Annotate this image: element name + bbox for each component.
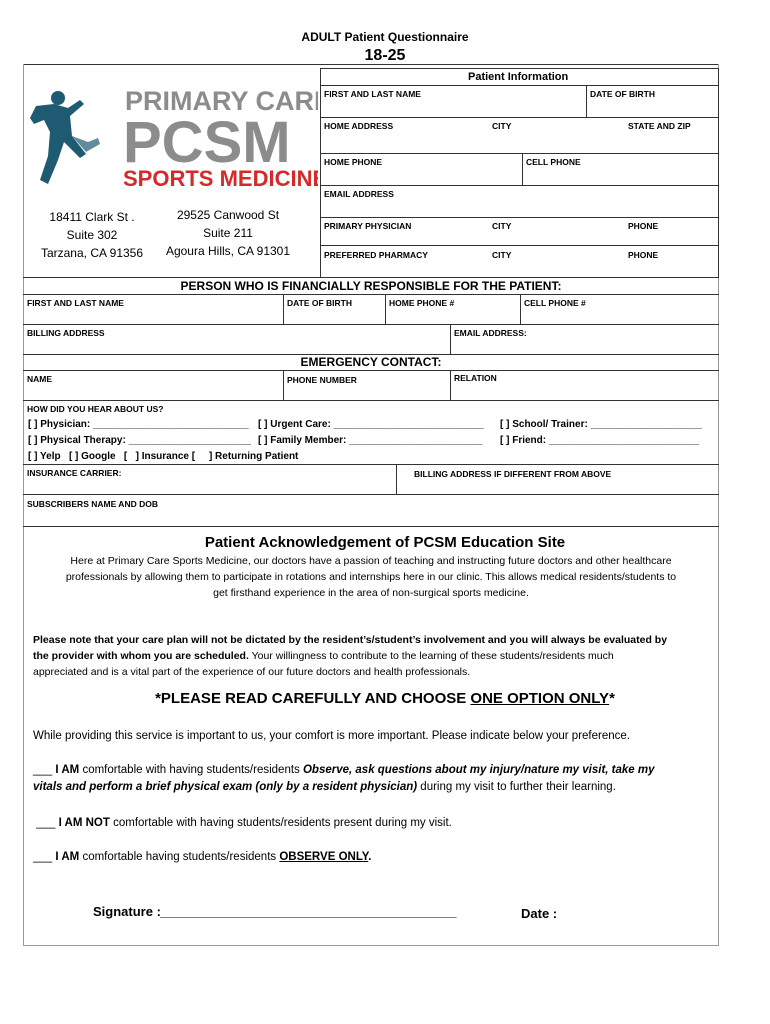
option-not-comfortable[interactable] [33, 815, 452, 832]
divider [586, 85, 587, 117]
divider [23, 400, 719, 401]
city-label: CITY [492, 121, 512, 131]
urgent-care-checkbox[interactable]: [ ] Urgent Care: ___________________________ [258, 419, 484, 430]
friend-checkbox[interactable]: [ ] Friend: ___________________________ [500, 435, 700, 446]
referral-question: HOW DID YOU HEAR ABOUT US? [27, 404, 164, 414]
family-member-checkbox[interactable]: [ ] Family Member: ________________________ [258, 435, 483, 446]
location-suite: Suite 302 [66, 228, 118, 242]
option-text: comfortable with having students/residents present during my visit. [109, 817, 452, 829]
school-trainer-checkbox[interactable]: [ ] School/ Trainer: ____________________ [500, 419, 702, 430]
option-text: during my visit to further their learning. [417, 781, 616, 793]
pharmacy-city-label: CITY [492, 250, 512, 260]
option-end: . [368, 851, 372, 863]
financial-heading: PERSON WHO IS FINANCIALLY RESPONSIBLE FOR THE PATIENT: [180, 279, 562, 293]
financial-home-phone-label: HOME PHONE # [389, 298, 455, 308]
divider [283, 370, 284, 400]
note-line: appreciated and is a vital part of the experience of our future doctors and health professionals. [33, 666, 471, 678]
divider [23, 526, 719, 527]
divider [520, 294, 521, 324]
age-range: 18-25 [364, 47, 406, 64]
option-comfortable-full[interactable] [33, 762, 713, 796]
financial-dob-label: DATE OF BIRTH [287, 298, 353, 308]
intro-line: Here at Primary Care Sports Medicine, our doctors have a passion of teaching and instructing future doctors and other healthcare [70, 555, 672, 567]
choose-suffix: * [609, 690, 615, 707]
option-text: comfortable having students/residents [79, 851, 280, 863]
form-title: ADULT Patient Questionnaire [301, 30, 469, 44]
divider [320, 68, 718, 69]
option-emphasis: Observe, ask questions about my injury/nature my visit, take my [302, 764, 655, 776]
runner-logo-icon [28, 80, 318, 190]
physical-therapy-checkbox[interactable]: [ ] Physical Therapy: ______________________ [28, 435, 251, 446]
financial-email-label: EMAIL ADDRESS: [454, 328, 527, 338]
option-bold: I AM [55, 851, 80, 863]
note-line: Please note that your care plan will not be dictated by the resident’s/student’s involvement and you will always be evaluated by [33, 634, 668, 646]
divider [23, 370, 719, 371]
divider [718, 68, 719, 277]
logo-line2: PCSM [123, 110, 291, 175]
option-observe-only[interactable] [33, 849, 371, 866]
divider [320, 85, 718, 86]
signature-line[interactable]: _________________________________________ [160, 904, 457, 919]
intro-line: professionals by allowing them to participate in rotations and internships here in our clinic. This allows medical residents/students to [65, 571, 677, 583]
home-phone-label: HOME PHONE [324, 157, 383, 167]
logo-line1: PRIMARY CARE [125, 86, 318, 116]
pcsm-logo [28, 80, 318, 190]
divider [522, 153, 523, 185]
divider [385, 294, 386, 324]
referral-options-row[interactable]: [ ] Yelp [ ] Google [ ] Insurance [ ] Returning Patient [28, 451, 299, 462]
divider [23, 464, 719, 465]
divider [320, 245, 718, 246]
emergency-phone-label: PHONE NUMBER [287, 375, 357, 385]
divider [320, 117, 718, 118]
note-paragraph [33, 632, 713, 680]
divider [283, 294, 284, 324]
intro-paragraph [23, 553, 719, 601]
divider [320, 217, 718, 218]
cell-phone-label: CELL PHONE [526, 157, 581, 167]
option-bold: I AM NOT [58, 817, 110, 829]
logo-line3: SPORTS MEDICINE [123, 166, 318, 190]
location-street: 29525 Canwood St [176, 208, 280, 222]
state-zip-label: STATE AND ZIP [628, 121, 691, 131]
pharmacy-label: PREFERRED PHARMACY [324, 250, 428, 260]
divider [23, 324, 719, 325]
choose-prefix: *PLEASE READ CAREFULLY AND CHOOSE [155, 690, 471, 707]
option-underlined: OBSERVE ONLY [279, 851, 369, 863]
physician-city-label: CITY [492, 221, 512, 231]
divider [320, 185, 718, 186]
patient-info-heading: Patient Information [468, 71, 569, 83]
emergency-name-label: NAME [27, 374, 53, 384]
emergency-heading: EMERGENCY CONTACT: [300, 355, 442, 369]
signature-label: Signature : [93, 904, 161, 919]
divider [320, 153, 718, 154]
home-address-label: HOME ADDRESS [324, 121, 394, 131]
billing-address-label: BILLING ADDRESS [27, 328, 105, 338]
date-label[interactable]: Date : [521, 906, 558, 921]
divider [23, 277, 719, 278]
location-suite: Suite 211 [203, 226, 253, 240]
billing-diff-label: BILLING ADDRESS IF DIFFERENT FROM ABOVE [414, 469, 612, 479]
primary-physician-label: PRIMARY PHYSICIAN [324, 221, 412, 231]
financial-cell-phone-label: CELL PHONE # [524, 298, 586, 308]
intro-line: get firsthand experience in the area of non-surgical sports medicine. [213, 587, 529, 599]
location-city: Agoura Hills, CA 91301 [165, 244, 291, 258]
first-last-name-label: FIRST AND LAST NAME [324, 89, 421, 99]
option-bold: I AM [55, 764, 80, 776]
option-text: comfortable with having students/residents [79, 764, 303, 776]
financial-name-label: FIRST AND LAST NAME [27, 298, 124, 308]
option-blank[interactable]: ___ [33, 851, 56, 863]
choose-one-heading [0, 690, 770, 707]
preference-text: While providing this service is important to us, your comfort is more important. Please indicate below your preference. [33, 730, 630, 742]
option-emphasis: vitals and perform a brief physical exam (only by a resident physician) [33, 781, 418, 793]
email-label: EMAIL ADDRESS [324, 189, 394, 199]
note-text: Your willingness to contribute to the learning of these students/residents much [248, 650, 614, 662]
option-blank[interactable]: ___ [33, 817, 59, 829]
note-bold: the provider with whom you are scheduled. [33, 650, 249, 662]
location-street: 18411 Clark St . [49, 210, 135, 224]
dob-label: DATE OF BIRTH [590, 89, 656, 99]
divider [23, 494, 719, 495]
divider [450, 324, 451, 354]
divider [396, 464, 397, 494]
relation-label: RELATION [454, 373, 497, 383]
pharmacy-phone-label: PHONE [628, 250, 659, 260]
physician-phone-label: PHONE [628, 221, 659, 231]
physician-checkbox[interactable]: [ ] Physician: ____________________________ [28, 419, 249, 430]
location-city: Tarzana, CA 91356 [40, 246, 144, 260]
choose-underlined: ONE OPTION ONLY [470, 690, 610, 707]
location-tarzana [32, 208, 152, 262]
divider [450, 370, 451, 400]
acknowledgement-title: Patient Acknowledgement of PCSM Education Site [204, 534, 566, 551]
divider [23, 294, 719, 295]
subscriber-label: SUBSCRIBERS NAME AND DOB [27, 499, 158, 509]
insurance-carrier-label: INSURANCE CARRIER: [27, 468, 122, 478]
option-blank[interactable]: ___ [33, 764, 56, 776]
location-agoura [158, 206, 298, 260]
